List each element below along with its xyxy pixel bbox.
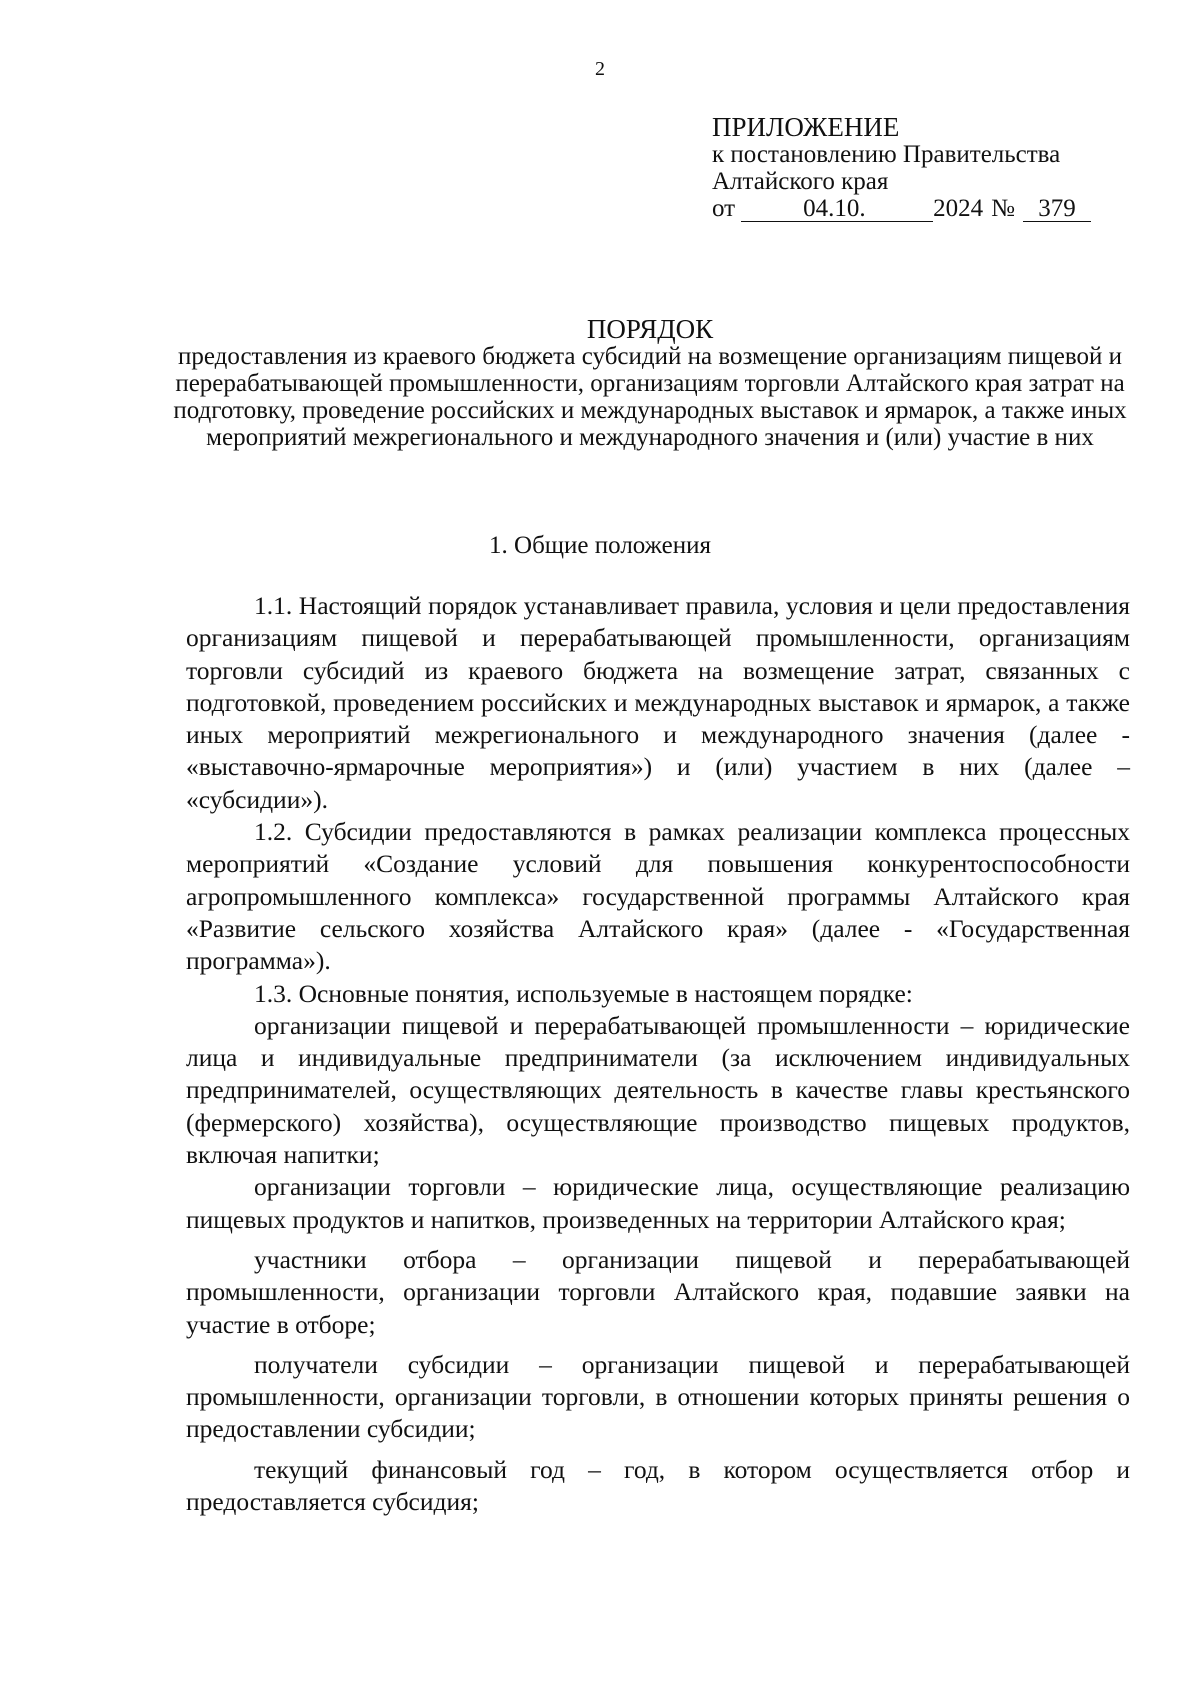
definition-current-financial-year: текущий финансовый год – год, в котором осуществляется отбор и предоставляется субсидия;: [186, 1454, 1130, 1517]
title-subtitle: предоставления из краевого бюджета субсидий на возмещение организациям пищевой и перерабатывающей промышленности, организациям торговли Алтайского края затрат на подготовку, проведение российских и международных выставок и ярмарок, а также иных мероприятий межрегионального и международного значения и (или) участие в них: [173, 343, 1127, 451]
date-prefix: от: [712, 195, 736, 222]
appendix-heading: ПРИЛОЖЕНИЕ: [712, 112, 900, 142]
date-blank: [741, 197, 933, 222]
date-value: 04.10.: [803, 195, 866, 222]
document-title: [170, 316, 1130, 451]
section-heading: 1. Общие положения: [489, 532, 711, 559]
definition-subsidy-recipients: получатели субсидии – организации пищевой и перерабатывающей промышленности, организации торговли, в отношении которых приняты решения о предоставлении субсидии;: [186, 1349, 1130, 1444]
definition-food-industry: организации пищевой и перерабатывающей промышленности – юридические лица и индивидуальные предприниматели (за исключением индивидуальных предпринимателей, осуществляющих деятельность в качестве главы крестьянского (фермерского) хозяйства), осуществляющие производство пищевых продуктов, включая напитки;: [186, 1010, 1130, 1170]
paragraph-1-3: 1.3. Основные понятия, используемые в настоящем порядке:: [254, 978, 913, 1008]
appendix-date-line: [712, 195, 1112, 222]
page-number: 2: [595, 58, 605, 80]
paragraph-1-2: 1.2. Субсидии предоставляются в рамках реализации комплекса процессных мероприятий «Создание условий для повышения конкурентоспособности агропромышленного комплекса» государственной программы Алтайского края «Развитие сельского хозяйства Алтайского края» (далее - «Государственная программа»).: [186, 817, 1130, 976]
body-text: [186, 590, 1130, 1518]
number-sign: №: [991, 195, 1015, 222]
number-blank: [1023, 197, 1091, 222]
title-main: ПОРЯДОК: [586, 314, 714, 344]
number-value: 379: [1038, 195, 1076, 222]
year-value: 2024: [933, 195, 984, 222]
definition-trade-organizations: организации торговли – юридические лица, осуществляющие реализацию пищевых продуктов и напитков, произведенных на территории Алтайского края;: [186, 1172, 1130, 1234]
appendix-line-resolution: к постановлению Правительства: [712, 141, 1061, 168]
appendix-block: [712, 114, 1112, 222]
definition-selection-participants: участники отбора – организации пищевой и перерабатывающей промышленности, организации торговли Алтайского края, подавшие заявки на участие в отборе;: [186, 1244, 1130, 1339]
appendix-line-region: Алтайского края: [712, 168, 889, 195]
paragraph-1-1: 1.1. Настоящий порядок устанавливает правила, условия и цели предоставления организациям пищевой и перерабатывающей промышленности, организациям торговли субсидий из краевого бюджета на возмещение затрат, связанных с подготовкой, проведением российских и международных выставок и ярмарок, а также иных мероприятий межрегионального и международного значения (далее - «выставочно-ярмарочные мероприятия») и (или) участием в них (далее – «субсидии»).: [186, 591, 1130, 814]
